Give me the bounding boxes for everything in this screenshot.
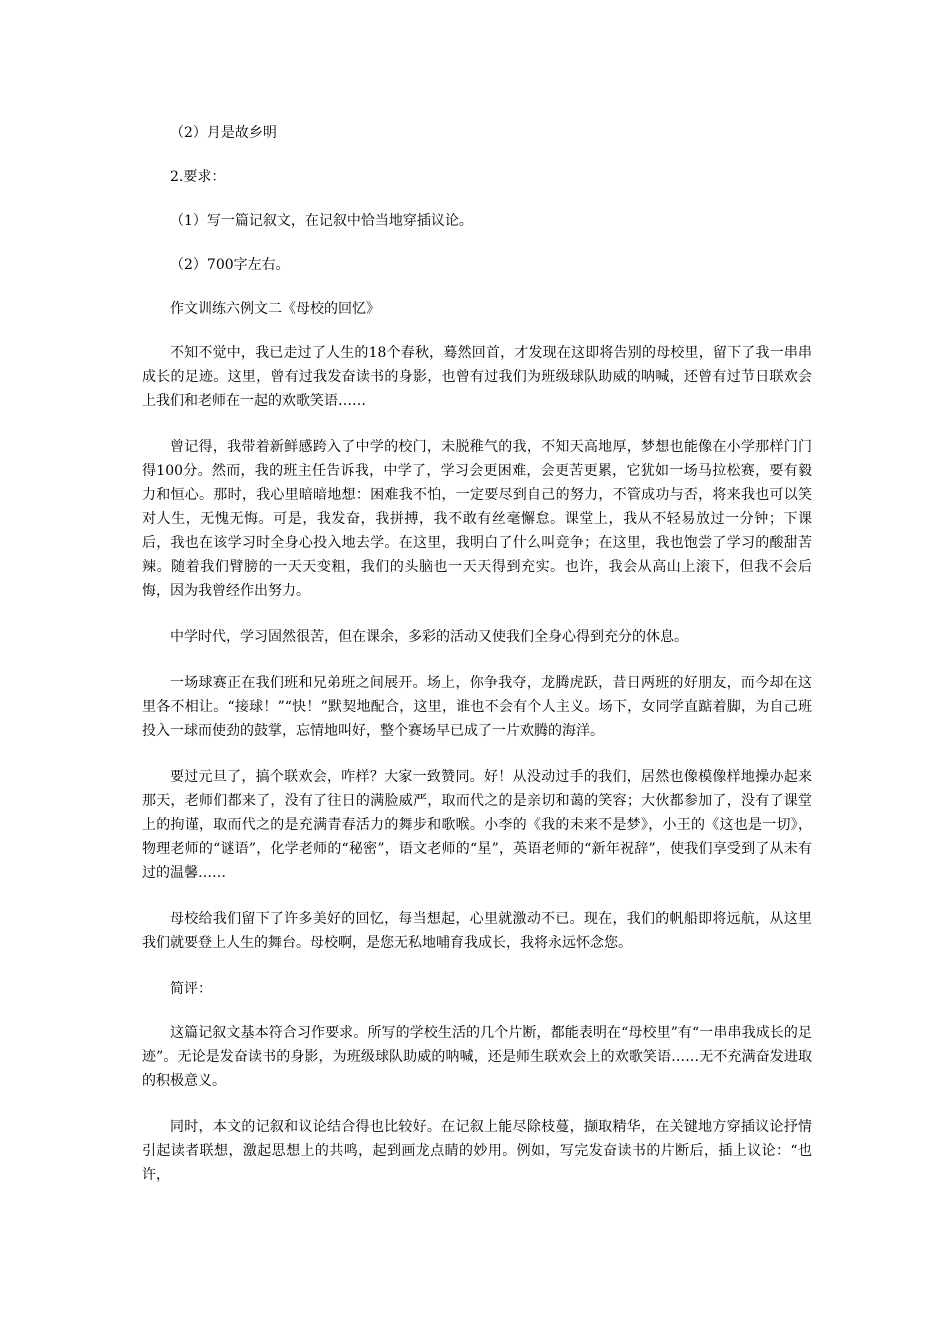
- essay-paragraph-4: 一场球赛正在我们班和兄弟班之间展开。场上，你争我夺，龙腾虎跃，昔日两班的好朋友，而今却在这里各不相让。“接球！”“快！”默契地配合，这里，谁也不会有个人主义。场下，女同学直踮着脚，为自己班投入一球而使劲的鼓掌，忘情地叫好，整个赛场早已成了一片欢腾的海洋。: [142, 675, 812, 739]
- paragraph-requirement-1: （1）写一篇记叙文，在记叙中恰当地穿插议论。: [170, 213, 473, 229]
- comment-paragraph-2: 同时，本文的记叙和议论结合得也比较好。在记叙上能尽除枝蔓，撷取精华，在关键地方穿插议论抒情引起读者联想，激起思想上的共鸣，起到画龙点睛的妙用。例如，写完发奋读书的片断后，插上议论：“也许，: [142, 1119, 812, 1183]
- essay-paragraph-1: 不知不觉中，我已走过了人生的18个春秋，蓦然回首，才发现在这即将告别的母校里，留下了我一串串成长的足迹。这里，曾有过我发奋读书的身影，也曾有过我们为班级球队助威的呐喊，还曾有过节日联欢会上我们和老师在一起的欢歌笑语……: [142, 345, 812, 409]
- essay-paragraph-5: 要过元旦了，搞个联欢会，咋样？大家一致赞同。好！从没动过手的我们，居然也像模像样地操办起来那天，老师们都来了，没有了往日的满脸威严，取而代之的是亲切和蔼的笑容；大伙都参加了，没有了课堂上的拘谨，取而代之的是充满青春活力的舞步和歌喉。小李的《我的未来不是梦》，小王的《这也是一切》，物理老师的“谜语”，化学老师的“秘密”，语文老师的“星”，英语老师的“新年祝辞”，使我们享受到了从未有过的温馨……: [142, 769, 812, 881]
- comment-heading: 简评：: [170, 981, 212, 997]
- comment-paragraph-1: 这篇记叙文基本符合习作要求。所写的学校生活的几个片断，都能表明在“母校里”有“一串串我成长的足迹”。无论是发奋读书的身影，为班级球队助威的呐喊，还是师生联欢会上的欢歌笑语……无不充满奋发进取的积极意义。: [142, 1025, 812, 1089]
- essay-paragraph-3: 中学时代，学习固然很苦，但在课余，多彩的活动又使我们全身心得到充分的休息。: [170, 629, 688, 645]
- paragraph-requirements-heading: 2.要求：: [170, 169, 226, 185]
- essay-paragraph-2: 曾记得，我带着新鲜感跨入了中学的校门，未脱稚气的我，不知天高地厚，梦想也能像在小学那样门门得100分。然而，我的班主任告诉我，中学了，学习会更困难，会更苦更累，它犹如一场马拉松赛，要有毅力和恒心。那时，我心里暗暗地想：困难我不怕，一定要尽到自己的努力，不管成功与否，将来我也可以笑对人生，无愧无悔。可是，我发奋，我拼搏，我不敢有丝毫懈怠。课堂上，我从不轻易放过一分钟；下课后，我也在该学习时全身心投入地去学。在这里，我明白了什么叫竞争；在这里，我也饱尝了学习的酸甜苦辣。随着我们臂膀的一天天变粗，我们的头脑也一天天得到充实。也许，我会从高山上滚下，但我不会后悔，因为我曾经作出努力。: [142, 439, 812, 599]
- paragraph-requirement-2: （2）700字左右。: [170, 257, 290, 273]
- essay-paragraph-6: 母校给我们留下了许多美好的回忆，每当想起，心里就激动不已。现在，我们的帆船即将远航，从这里我们就要登上人生的舞台。母校啊，是您无私地哺育我成长，我将永远怀念您。: [142, 911, 812, 951]
- paragraph-topic-2: （2）月是故乡明: [170, 125, 277, 141]
- essay-title: 作文训练六例文二《母校的回忆》: [170, 301, 380, 317]
